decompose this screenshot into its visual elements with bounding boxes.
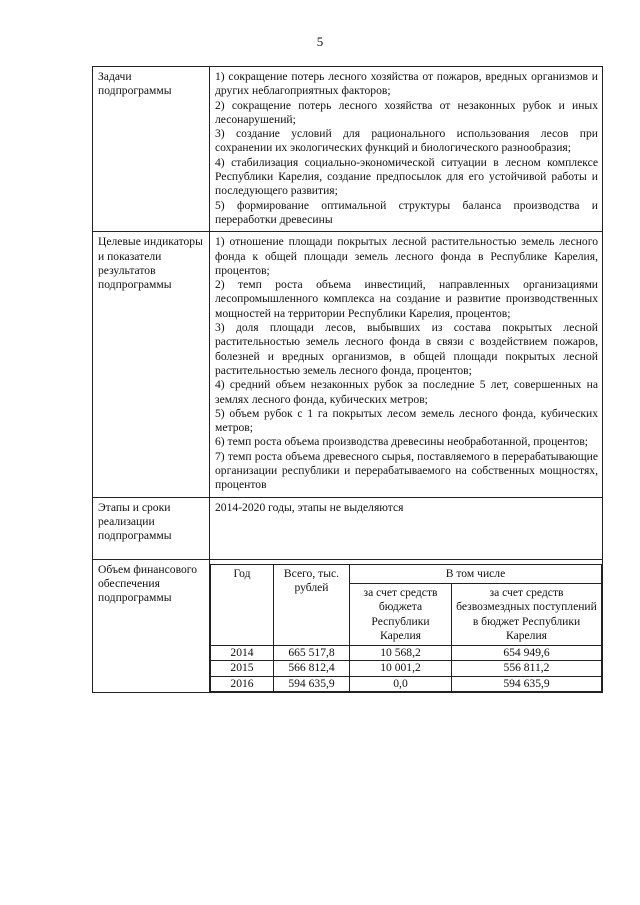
budget-cell: 10 568,2 (350, 646, 452, 661)
year-cell: 2014 (211, 646, 274, 661)
financing-table-row (211, 661, 602, 676)
budget-cell: 10 001,2 (350, 661, 452, 676)
indicator-item: 4) средний объем незаконных рубок за последние 5 лет, совершенных на землях лесного фонда, кубических метров; (215, 378, 598, 406)
financing-table-row (211, 676, 602, 691)
tasks-content (210, 67, 603, 232)
col-year-header: Год (211, 564, 274, 645)
indicators-content (210, 232, 603, 497)
task-item: 1) сокращение потерь лесного хозяйства от пожаров, вредных организмов и других неблагоприятных факторов; (215, 70, 598, 98)
stages-label: Этапы и сроки реализации подпрограммы (93, 497, 210, 559)
grants-cell: 594 635,9 (452, 676, 602, 691)
stages-value: 2014-2020 годы, этапы не выделяются (210, 497, 603, 559)
indicator-item: 6) темп роста объема производства древесины необработанной, процентов; (215, 435, 589, 449)
task-item: 5) формирование оптимальной структуры баланса производства и переработки древесины (215, 198, 598, 226)
financing-label: Объем финансового обеспечения подпрограммы (93, 559, 210, 692)
indicator-item: 1) отношение площади покрытых лесной растительностью земель лесного фонда к общей площади земель лесного фонда в Республике Карелия, процентов; (215, 235, 598, 277)
col-total-header: Всего, тыс. рублей (274, 564, 350, 645)
financing-table-row (211, 646, 602, 661)
page-number: 5 (316, 34, 324, 49)
task-item: 3) создание условий для рационального использования лесов при сохранении их экологических функций и биологического разнообразия; (215, 127, 598, 155)
total-cell: 566 812,4 (274, 661, 350, 676)
financing-row (93, 559, 603, 692)
indicators-label: Целевые индикаторы и показатели результатов подпрограммы (93, 232, 210, 497)
financing-table (210, 564, 602, 692)
indicator-item: 5) объем рубок с 1 га покрытых лесом земель лесного фонда, кубических метров; (215, 406, 598, 435)
task-item: 4) стабилизация социально-экономической ситуации в лесном комплексе Республики Карелия, создание предпосылок для его устойчивой работы и последующего развития; (215, 155, 598, 198)
year-cell: 2016 (211, 676, 274, 691)
task-item: 2) сокращение потерь лесного хозяйства от незаконных рубок и иных лесонарушений; (215, 98, 598, 126)
col-including-header: В том числе (350, 564, 602, 583)
col-grants-header: за счет средств безвозмездных поступлений в бюджет Республики Карелия (452, 583, 602, 645)
indicators-row (93, 232, 603, 497)
indicator-item: 3) доля площади лесов, выбывших из состава покрытых лесной растительностью земель лесного фонда в связи с воздействием пожаров, болезней и вредных организмов, в общей площади покрытых лесной растительностью земель лесного фонда, процентов; (215, 321, 598, 377)
grants-cell: 654 949,6 (452, 646, 602, 661)
indicator-item: 7) темп роста объема древесного сырья, поставляемого в перерабатывающие организации республики и перерабатываемого на собственных мощностях, процентов (215, 449, 598, 492)
year-cell: 2015 (211, 661, 274, 676)
tasks-label: Задачи подпрограммы (93, 67, 210, 232)
total-cell: 665 517,8 (274, 646, 350, 661)
col-budget-header: за счет средств бюджета Республики Карелия (350, 583, 452, 645)
grants-cell: 556 811,2 (452, 661, 602, 676)
stages-row (93, 497, 603, 559)
subprogram-passport-table (92, 66, 603, 693)
financing-content (210, 559, 603, 692)
total-cell: 594 635,9 (274, 676, 350, 691)
indicator-item: 2) темп роста объема инвестиций, направленных организациями лесопромышленного комплекса на создание и развитие производственных мощностей на территории Республики Карелия, процентов; (215, 278, 598, 320)
budget-cell: 0,0 (350, 676, 452, 691)
tasks-row (93, 67, 603, 232)
